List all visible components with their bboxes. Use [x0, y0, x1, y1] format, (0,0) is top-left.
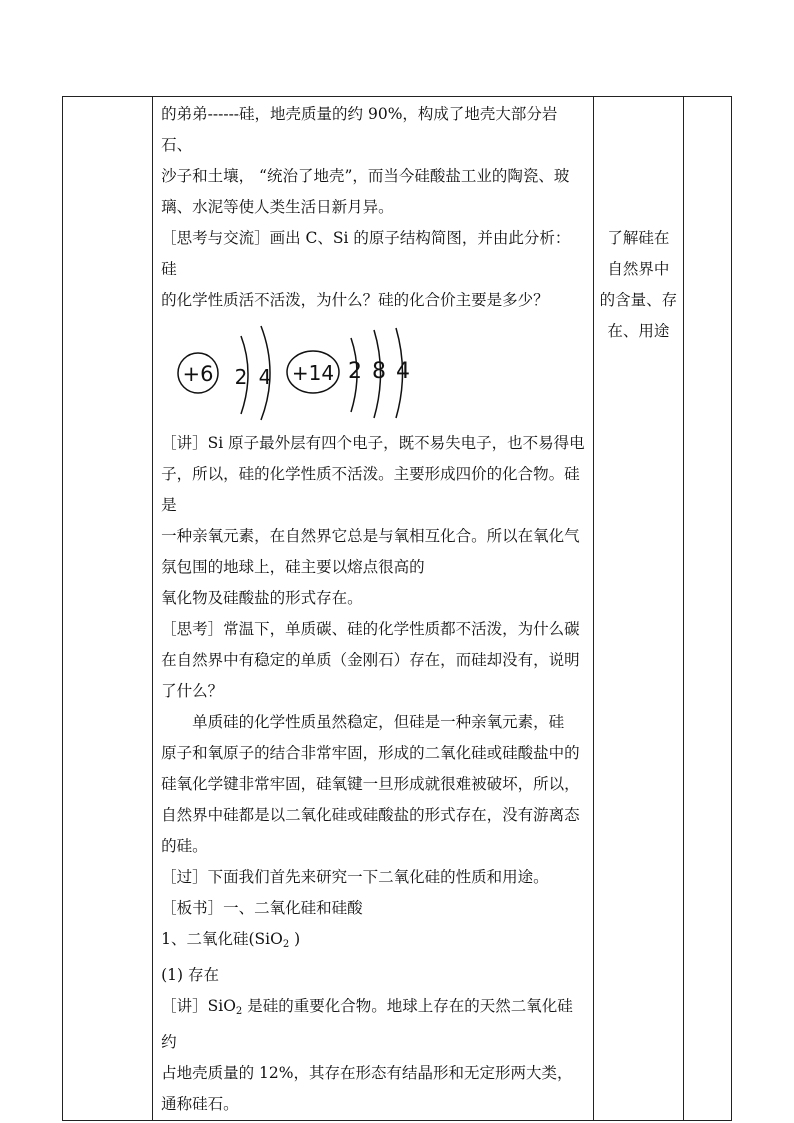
text-line: ［思考］常温下，单质碳、硅的化学性质都不活泼，为什么碳 — [161, 620, 580, 638]
text-line: 璃、水泥等使人类生活日新月异。 — [161, 198, 394, 216]
text-line: 子，所以，硅的化学性质不活泼。主要形成四价的化合物。硅是 — [161, 465, 580, 514]
silicon-shell-1: 2 — [348, 359, 363, 384]
text-line: 在自然界中有稳定的单质（金刚石）存在，而硅却没有，说明 — [161, 651, 580, 669]
empty-right-cell — [683, 97, 731, 1121]
text-fragment: ) — [289, 930, 301, 948]
subscript: 2 — [235, 1006, 243, 1017]
silicon-shell-3: 4 — [396, 359, 411, 384]
text-fragment: ［讲］SiO — [161, 997, 236, 1015]
empty-left-cell — [63, 97, 153, 1121]
teaching-goal-cell — [593, 97, 683, 1121]
teaching-content-cell — [153, 97, 594, 1121]
goal-line: 的含量、存 — [599, 291, 678, 309]
text-line: 沙子和土壤， “统治了地壳”，而当今硅酸盐工业的陶瓷、玻 — [161, 167, 570, 185]
text-line: ［板书］一、二氧化硅和硅酸 — [161, 899, 363, 917]
text-line — [161, 991, 585, 1058]
lesson-plan-table — [62, 96, 732, 1121]
text-line: 硅氧化学键非常牢固，硅氧键一旦形成就很难被破坏，所以， — [161, 775, 580, 793]
text-line: 氧化物及硅酸盐的形式存在。 — [161, 589, 363, 607]
text-line — [161, 924, 585, 960]
silicon-nucleus-label: +14 — [292, 361, 335, 385]
text-line: 氛包围的地球上，硅主要以熔点很高的 — [161, 558, 425, 576]
atom-diagram-svg — [171, 318, 431, 426]
text-line: 的弟弟------硅，地壳质量的约 90%，构成了地壳大部分岩石、 — [161, 105, 558, 154]
text-line: 原子和氧原子的结合非常牢固，形成的二氧化硅或硅酸盐中的 — [161, 744, 580, 762]
text-line: 自然界中硅都是以二氧化硅或硅酸盐的形式存在，没有游离态 — [161, 806, 580, 824]
text-line: 的硅。 — [161, 837, 208, 855]
text-line: 单质硅的化学性质虽然稳定，但硅是一种亲氧元素，硅 — [192, 713, 565, 731]
goal-line: 在、用途 — [607, 322, 670, 340]
text-line: ［过］下面我们首先来研究一下二氧化硅的性质和用途。 — [161, 868, 549, 886]
text-line: (1) 存在 — [161, 966, 220, 984]
silicon-shell-2: 8 — [372, 359, 387, 384]
atomic-structure-diagram — [161, 318, 585, 428]
text-line: 一种亲氧元素，在自然界它总是与氧相互化合。所以在氧化气 — [161, 527, 580, 545]
carbon-nucleus-label: +6 — [182, 362, 214, 386]
text-line: 了什么？ — [161, 682, 224, 700]
text-fragment: 1、二氧化硅(SiO — [161, 930, 283, 948]
text-line: 占地壳质量的 12%，其存在形态有结晶形和无定形两大类， — [161, 1064, 573, 1082]
text-line: ［讲］Si 原子最外层有四个电子，既不易失电子，也不易得电 — [161, 434, 585, 452]
teaching-content — [153, 97, 593, 1120]
text-line: 通称硅石。 — [161, 1095, 239, 1113]
text-fragment: 是硅的重要化合物。地球上存在的天然二氧化硅约 — [161, 997, 573, 1051]
teaching-goal — [594, 97, 683, 347]
carbon-shell-1: 2 — [234, 365, 248, 389]
subscript: 2 — [282, 939, 290, 950]
text-line: 的化学性质活不活泼，为什么？硅的化合价主要是多少？ — [161, 291, 549, 309]
goal-line: 了解硅在 — [607, 229, 670, 247]
text-line: ［思考与交流］画出 C、Si 的原子结构简图，并由此分析：硅 — [161, 229, 571, 278]
goal-line: 自然界中 — [607, 260, 670, 278]
table-row — [63, 97, 732, 1121]
carbon-shell-2: 4 — [258, 365, 272, 389]
